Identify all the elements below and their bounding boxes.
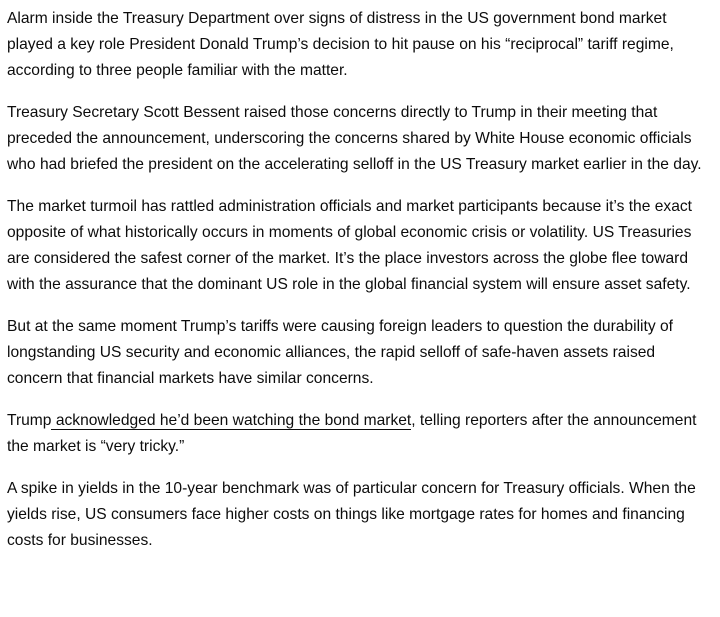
paragraph-4: But at the same moment Trump’s tariffs were causing foreign leaders to question the durability of longstanding US security and economic alliances, the rapid selloff of safe-haven assets raised concern that financial markets have similar concerns.: [7, 318, 673, 387]
paragraph-2: Treasury Secretary Scott Bessent raised those concerns directly to Trump in their meeting that preceded the announcement, underscoring the concerns shared by White House economic officials who had briefed the president on the accelerating selloff in the US Treasury market earlier in the day.: [7, 104, 702, 173]
bond-market-link[interactable]: acknowledged he’d been watching the bond market: [51, 412, 412, 429]
paragraph-1: Alarm inside the Treasury Department over signs of distress in the US government bond market played a key role President Donald Trump’s decision to hit pause on his “reciprocal” tariff regime, according to three people familiar with the matter.: [7, 10, 674, 79]
article-body: [7, 6, 713, 570]
paragraph-5-lead: Trump: [7, 412, 52, 429]
paragraph-6: A spike in yields in the 10-year benchmark was of particular concern for Treasury officials. When the yields rise, US consumers face higher costs on things like mortgage rates for homes and financing costs for businesses.: [7, 480, 696, 549]
paragraph-5: [7, 408, 713, 460]
paragraph-3: The market turmoil has rattled administration officials and market participants because it’s the exact opposite of what historically occurs in moments of global economic crisis or volatility. US Treasuries are considered the safest corner of the market. It’s the place investors across the globe flee toward with the assurance that the dominant US role in the global financial system will ensure asset safety.: [7, 198, 693, 293]
paragraph-5-tail: , telling reporters after the announcement the market is “very tricky.”: [7, 412, 697, 455]
